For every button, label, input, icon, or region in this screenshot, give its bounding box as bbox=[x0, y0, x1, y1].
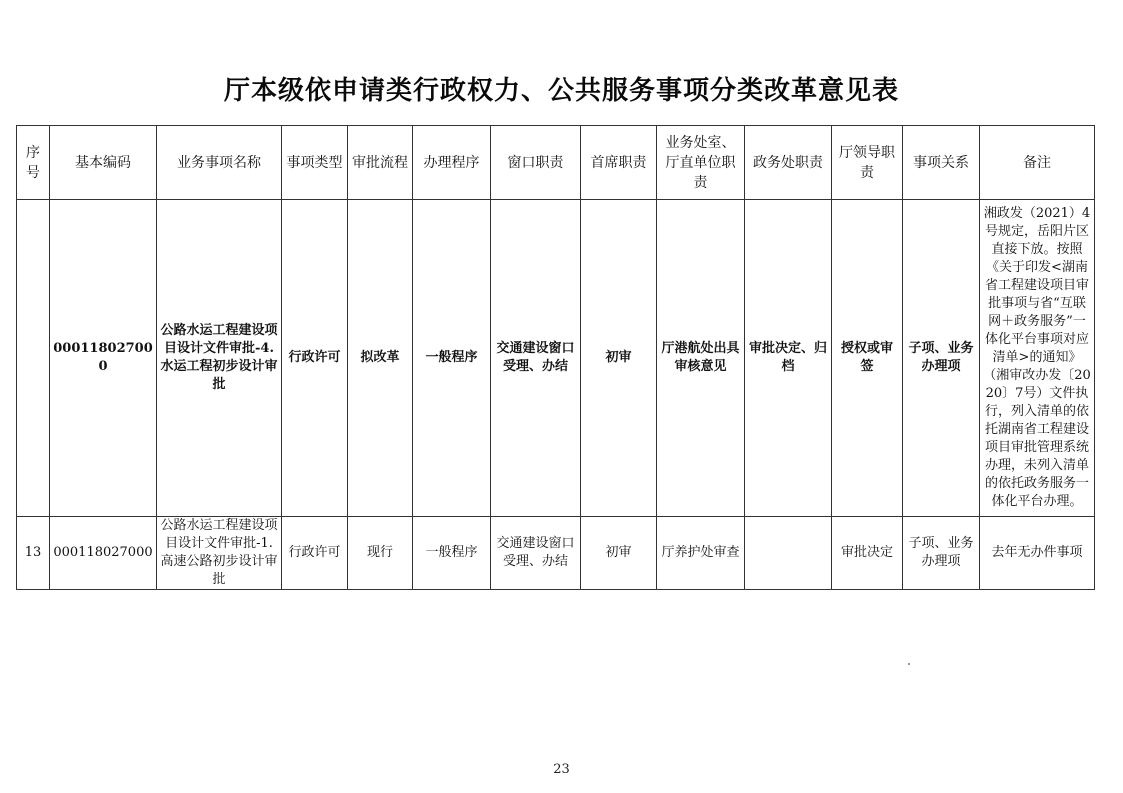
table-row bbox=[17, 200, 1095, 517]
cell-code: 000118027000 bbox=[50, 200, 157, 517]
page-title: 厅本级依申请类行政权力、公共服务事项分类改革意见表 bbox=[223, 76, 899, 106]
table-row bbox=[17, 517, 1095, 590]
cell-leader: 审批决定 bbox=[832, 517, 903, 590]
cell-note: 去年无办件事项 bbox=[980, 517, 1095, 590]
cell-chief: 初审 bbox=[581, 200, 657, 517]
header-window: 窗口职责 bbox=[491, 126, 581, 200]
cell-name: 公路水运工程建设项目设计文件审批-4.水运工程初步设计审批 bbox=[157, 200, 282, 517]
header-code: 基本编码 bbox=[50, 126, 157, 200]
cell-procedure: 一般程序 bbox=[413, 200, 491, 517]
cell-relation: 子项、业务办理项 bbox=[903, 517, 980, 590]
scan-speck bbox=[908, 663, 910, 665]
cell-flow: 拟改革 bbox=[348, 200, 413, 517]
header-note: 备注 bbox=[980, 126, 1095, 200]
header-row bbox=[17, 126, 1095, 200]
cell-leader: 授权或审签 bbox=[832, 200, 903, 517]
cell-relation: 子项、业务办理项 bbox=[903, 200, 980, 517]
cell-flow: 现行 bbox=[348, 517, 413, 590]
cell-dept: 厅养护处审查 bbox=[657, 517, 745, 590]
page-number: 23 bbox=[553, 762, 570, 777]
header-procedure: 办理程序 bbox=[413, 126, 491, 200]
cell-index: 13 bbox=[17, 517, 50, 590]
header-flow: 审批流程 bbox=[348, 126, 413, 200]
header-chief: 首席职责 bbox=[581, 126, 657, 200]
cell-dept: 厅港航处出具审核意见 bbox=[657, 200, 745, 517]
header-relation: 事项关系 bbox=[903, 126, 980, 200]
header-leader: 厅领导职责 bbox=[832, 126, 903, 200]
cell-note: 湘政发（2021）4号规定，岳阳片区直接下放。按照《关于印发<湖南省工程建设项目审批事项与省“互联网＋政务服务”一体化平台事项对应清单>的通知》（湘审改办发〔2020〕7号）文件执行，列入清单的依托湖南省工程建设项目审批管理系统办理，未列入清单的依托政务服务一体化平台办理。 bbox=[980, 200, 1095, 517]
header-name: 业务事项名称 bbox=[157, 126, 282, 200]
header-dept: 业务处室、厅直单位职责 bbox=[657, 126, 745, 200]
header-index: 序号 bbox=[17, 126, 50, 200]
cell-type: 行政许可 bbox=[282, 200, 348, 517]
reform-table bbox=[16, 125, 1095, 590]
cell-window: 交通建设窗口受理、办结 bbox=[491, 517, 581, 590]
header-type: 事项类型 bbox=[282, 126, 348, 200]
cell-type: 行政许可 bbox=[282, 517, 348, 590]
header-gov: 政务处职责 bbox=[745, 126, 832, 200]
cell-window: 交通建设窗口受理、办结 bbox=[491, 200, 581, 517]
cell-gov bbox=[745, 517, 832, 590]
cell-gov: 审批决定、归档 bbox=[745, 200, 832, 517]
cell-index bbox=[17, 200, 50, 517]
cell-procedure: 一般程序 bbox=[413, 517, 491, 590]
cell-code: 000118027000 bbox=[50, 517, 157, 590]
cell-name: 公路水运工程建设项目设计文件审批-1.高速公路初步设计审批 bbox=[157, 517, 282, 590]
cell-chief: 初审 bbox=[581, 517, 657, 590]
